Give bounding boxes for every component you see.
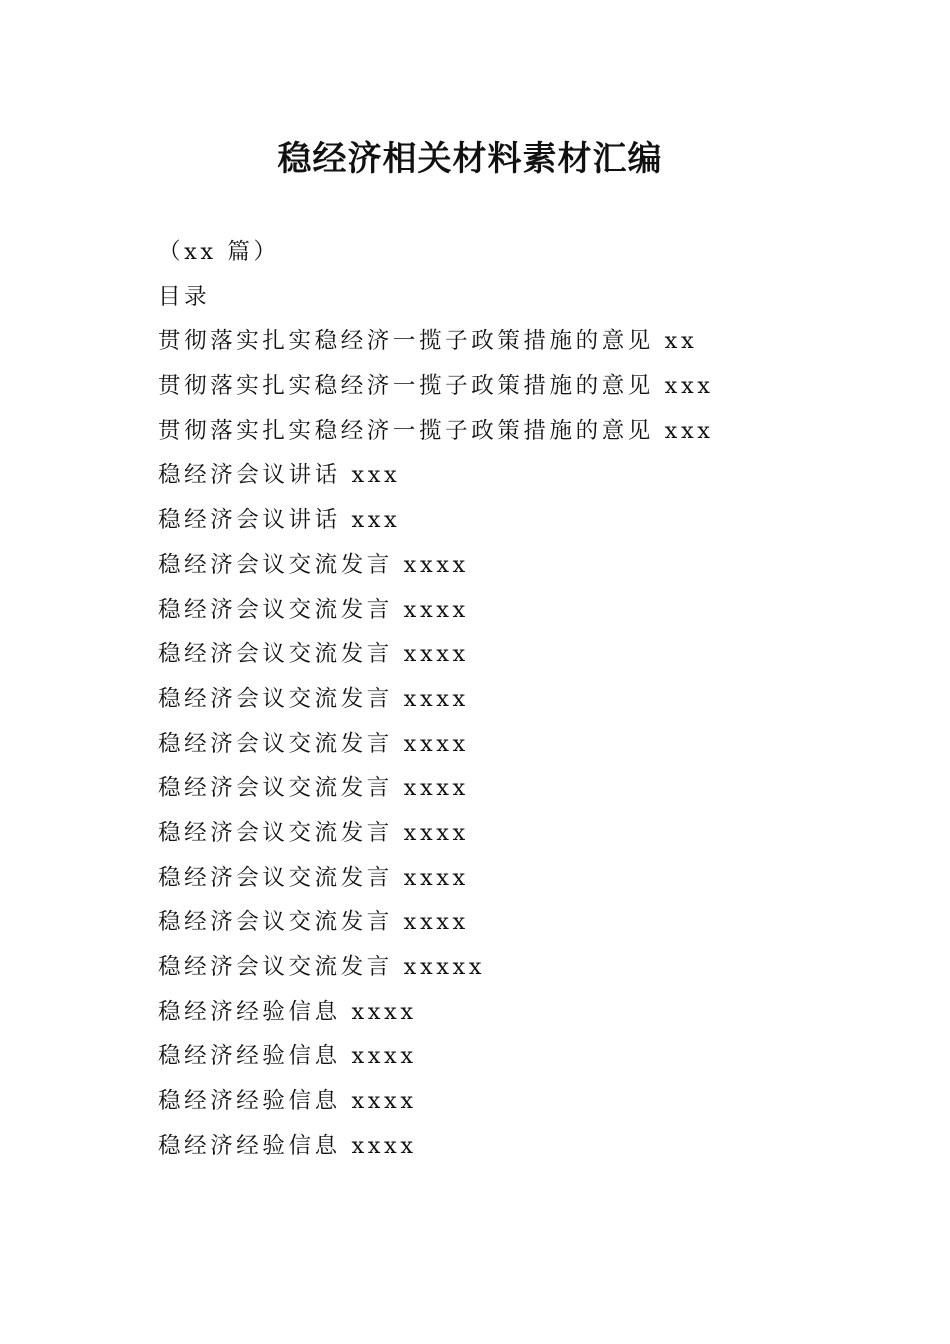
toc-item: 稳经济会议交流发言 xxxx xyxy=(158,685,469,712)
toc-item: 稳经济会议交流发言 xxxxx xyxy=(158,954,486,980)
toc-item: 贯彻落实扎实稳经济一揽子政策措施的意见 xxx xyxy=(158,417,714,444)
toc-item: 稳经济会议交流发言 xxxx xyxy=(158,775,469,802)
toc-item: 贯彻落实扎实稳经济一揽子政策措施的意见 xx xyxy=(158,328,698,355)
article-count-note: （xx 篇） xyxy=(158,239,280,265)
toc-item: 贯彻落实扎实稳经济一揽子政策措施的意见 xxx xyxy=(158,373,714,400)
toc-item: 稳经济会议交流发言 xxxx xyxy=(158,730,469,757)
toc-heading: 目录 xyxy=(158,283,211,310)
document-body xyxy=(158,230,858,1168)
toc-item: 稳经济会议讲话 xxx xyxy=(158,507,401,534)
toc-item: 稳经济会议交流发言 xxxx xyxy=(158,596,469,623)
toc-item: 稳经济会议交流发言 xxxx xyxy=(158,864,469,891)
document-title: 稳经济相关材料素材汇编 xyxy=(277,139,663,179)
toc-item: 稳经济经验信息 xxxx xyxy=(158,998,417,1025)
toc-item: 稳经济经验信息 xxxx xyxy=(158,1132,417,1159)
toc-item: 稳经济经验信息 xxxx xyxy=(158,1088,417,1115)
toc-item: 稳经济经验信息 xxxx xyxy=(158,1043,417,1070)
toc-item: 稳经济会议交流发言 xxxx xyxy=(158,819,469,846)
toc-item: 稳经济会议讲话 xxx xyxy=(158,462,401,489)
toc-item: 稳经济会议交流发言 xxxx xyxy=(158,551,469,578)
toc-item: 稳经济会议交流发言 xxxx xyxy=(158,909,469,936)
toc-item: 稳经济会议交流发言 xxxx xyxy=(158,641,469,668)
table-of-contents xyxy=(158,319,858,1168)
